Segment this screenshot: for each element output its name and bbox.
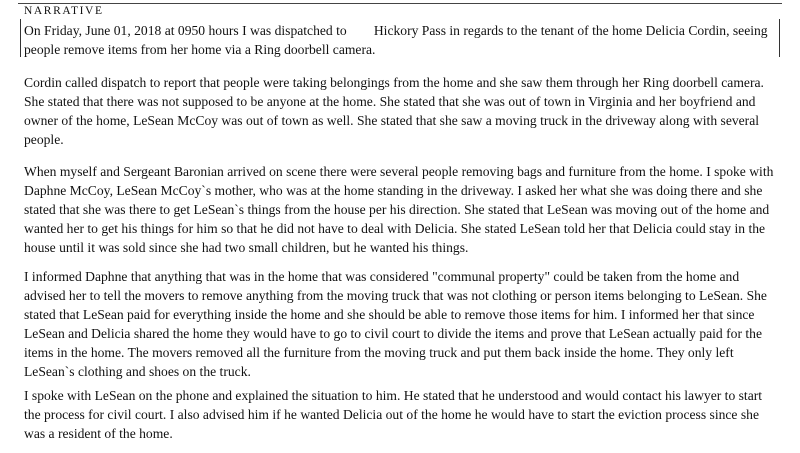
paragraph-line: Cordin called dispatch to report that people were taking belongings from the home and she saw them through her Ring doorbell camera. <box>24 75 764 90</box>
paragraph-arrival <box>24 162 776 257</box>
paragraph-call <box>24 73 776 149</box>
paragraph-line: I informed Daphne that anything that was in the home that was considered "communal property" could be taken from the home and <box>24 269 740 284</box>
paragraph-line: wanted her to get his things for him so that he did not have to deal with Delicia. She stated LeSean told her that Delicia could stay in the <box>24 221 766 236</box>
paragraph-line: LeSean`s clothing and shoes on the truck. <box>24 364 251 379</box>
paragraph-line: was a resident of the home. <box>24 426 173 441</box>
paragraph-line: LeSean and Delicia shared the home they would have to go to civil court to divide the items and prove that LeSean actually paid for the <box>24 326 762 341</box>
paragraph-line: the process for civil court. I also advised him if he wanted Delicia out of the home he would have to start the eviction process since she <box>24 407 759 422</box>
paragraph-line: owner of the home, LeSean McCoy was out of town as well. She stated that she saw a moving truck in the driveway along with several <box>24 113 760 128</box>
top-rule <box>18 3 782 4</box>
paragraph-line: advised her to tell the movers to remove anything from the moving truck that was not clothing or person items belonging to LeSean. She <box>24 288 767 303</box>
paragraph-line: stated that LeSean paid for everything inside the home and she should be able to remove those items for him. I informed her that since <box>24 307 755 322</box>
paragraph-line: She stated that there was not supposed to be anyone at the home. She stated that she was out of town in Virginia and her boyfriend and <box>24 94 756 109</box>
paragraph-dispatch <box>24 21 776 59</box>
paragraph-line: When myself and Sergeant Baronian arrived on scene there were several people removing bags and furniture from the home. I spoke with <box>24 164 774 179</box>
paragraph-line: people. <box>24 132 64 147</box>
paragraph-line: I spoke with LeSean on the phone and explained the situation to him. He stated that he understood and would contact his lawyer to start <box>24 388 763 403</box>
paragraph-line: stated that she was there to get LeSean`s things from the house per his direction. She stated that LeSean was moving out of the home and <box>24 202 770 217</box>
paragraph-line: people remove items from her home via a Ring doorbell camera. <box>24 42 376 57</box>
paragraph-property <box>24 267 776 381</box>
section-label: NARRATIVE <box>24 5 104 17</box>
paragraph-line: Daphne McCoy, LeSean McCoy`s mother, who was at the home standing in the driveway. I asked her what she was doing there and she <box>24 183 763 198</box>
paragraph-line: items in the home. The movers removed all the furniture from the moving truck and put them back inside the home. They only left <box>24 345 734 360</box>
paragraph-line: On Friday, June 01, 2018 at 0950 hours I was dispatched to Hickory Pass in regards to the tenant of the home Delicia Cordin, seeing <box>24 23 768 38</box>
paragraph-line: house until it was sold since she had two small children, but he wanted his things. <box>24 240 469 255</box>
paragraph-phone-call <box>24 386 776 443</box>
